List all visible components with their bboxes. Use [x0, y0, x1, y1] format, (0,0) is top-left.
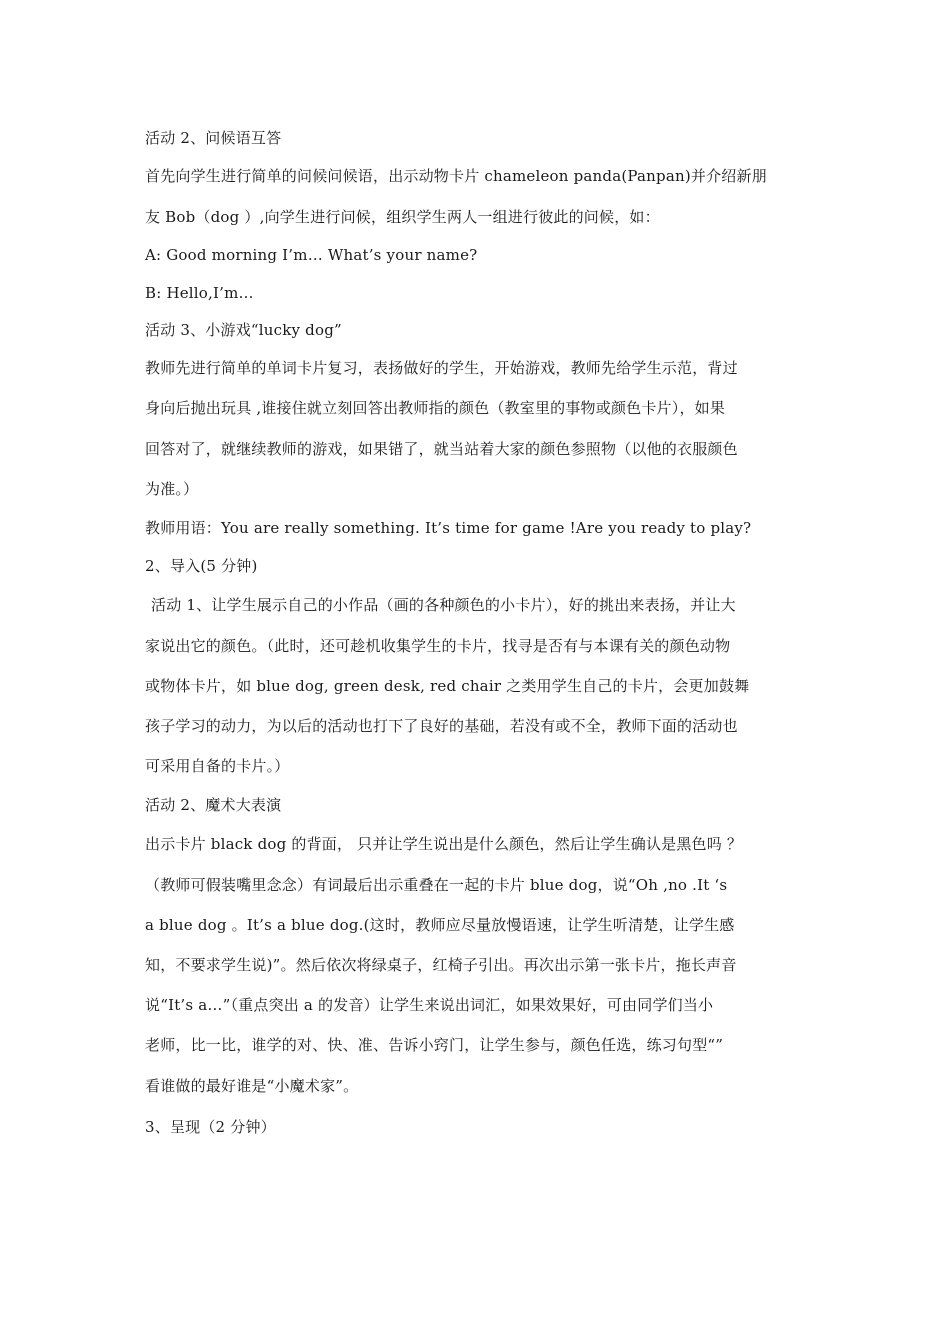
paragraph-line: 或物体卡片，如 blue dog, green desk, red chair 之类用学生自己的卡片，会更加鼓舞: [145, 677, 750, 695]
paragraph-line: 说“It’s a…”（重点突出 a 的发音）让学生来说出词汇，如果效果好，可由同学们当小: [145, 996, 714, 1014]
paragraph-line: 看谁做的最好谁是“小魔术家”。: [145, 1077, 359, 1095]
paragraph-line: 友 Bob（dog ）,向学生进行问候，组织学生两人一组进行彼此的问候，如：: [145, 208, 660, 226]
paragraph-line: 知，不要求学生说)”。然后依次将绿桌子，红椅子引出。再次出示第一张卡片，拖长声音: [145, 956, 737, 974]
paragraph-line: 首先向学生进行简单的问候问候语，出示动物卡片 chameleon panda(Panpan)并介绍新朋: [145, 167, 767, 185]
heading-activity-2-magic: 活动 2、魔术大表演: [145, 796, 282, 814]
paragraph-line: 教师先进行简单的单词卡片复习，表扬做好的学生，开始游戏，教师先给学生示范，背过: [145, 359, 738, 377]
paragraph-line: 出示卡片 black dog 的背面， 只并让学生说出是什么颜色，然后让学生确认是黑色吗 ？: [145, 835, 743, 853]
heading-activity-3: 活动 3、小游戏“lucky dog”: [145, 321, 342, 339]
dialogue-line-a: A: Good morning I’m… What’s your name?: [145, 246, 478, 264]
teacher-phrase-line: 教师用语：You are really something. It’s time for game !Are you ready to play?: [145, 519, 752, 537]
section-heading-presentation: 3、呈现（2 分钟）: [145, 1118, 276, 1136]
paragraph-line: 活动 1、让学生展示自己的小作品（画的各种颜色的小卡片），好的挑出来表扬，并让大: [151, 596, 736, 614]
paragraph-line: 老师，比一比，谁学的对、快、准、告诉小窍门，让学生参与，颜色任选，练习句型“”: [145, 1036, 724, 1054]
paragraph-line: 回答对了，就继续教师的游戏，如果错了，就当站着大家的颜色参照物（以他的衣服颜色: [145, 440, 738, 458]
paragraph-line: a blue dog 。It’s a blue dog.(这时，教师应尽量放慢语速，让学生听清楚，让学生感: [145, 916, 735, 934]
paragraph-line: 为准。）: [145, 480, 199, 498]
paragraph-line: 可采用自备的卡片。）: [145, 757, 290, 775]
paragraph-line: 身向后抛出玩具 ,谁接住就立刻回答出教师指的颜色（教室里的事物或颜色卡片），如果: [145, 399, 726, 417]
heading-activity-2: 活动 2、问候语互答: [145, 129, 282, 147]
paragraph-line: 孩子学习的动力，为以后的活动也打下了良好的基础，若没有或不全，教师下面的活动也: [145, 717, 738, 735]
section-heading-introduction: 2、导入(5 分钟): [145, 557, 258, 575]
dialogue-line-b: B: Hello,I’m…: [145, 284, 254, 302]
paragraph-line: 家说出它的颜色。（此时，还可趁机收集学生的卡片，找寻是否有与本课有关的颜色动物: [145, 637, 731, 655]
paragraph-line: （教师可假装嘴里念念）有词最后出示重叠在一起的卡片 blue dog，说“Oh ,no .It ‘s: [145, 876, 728, 894]
